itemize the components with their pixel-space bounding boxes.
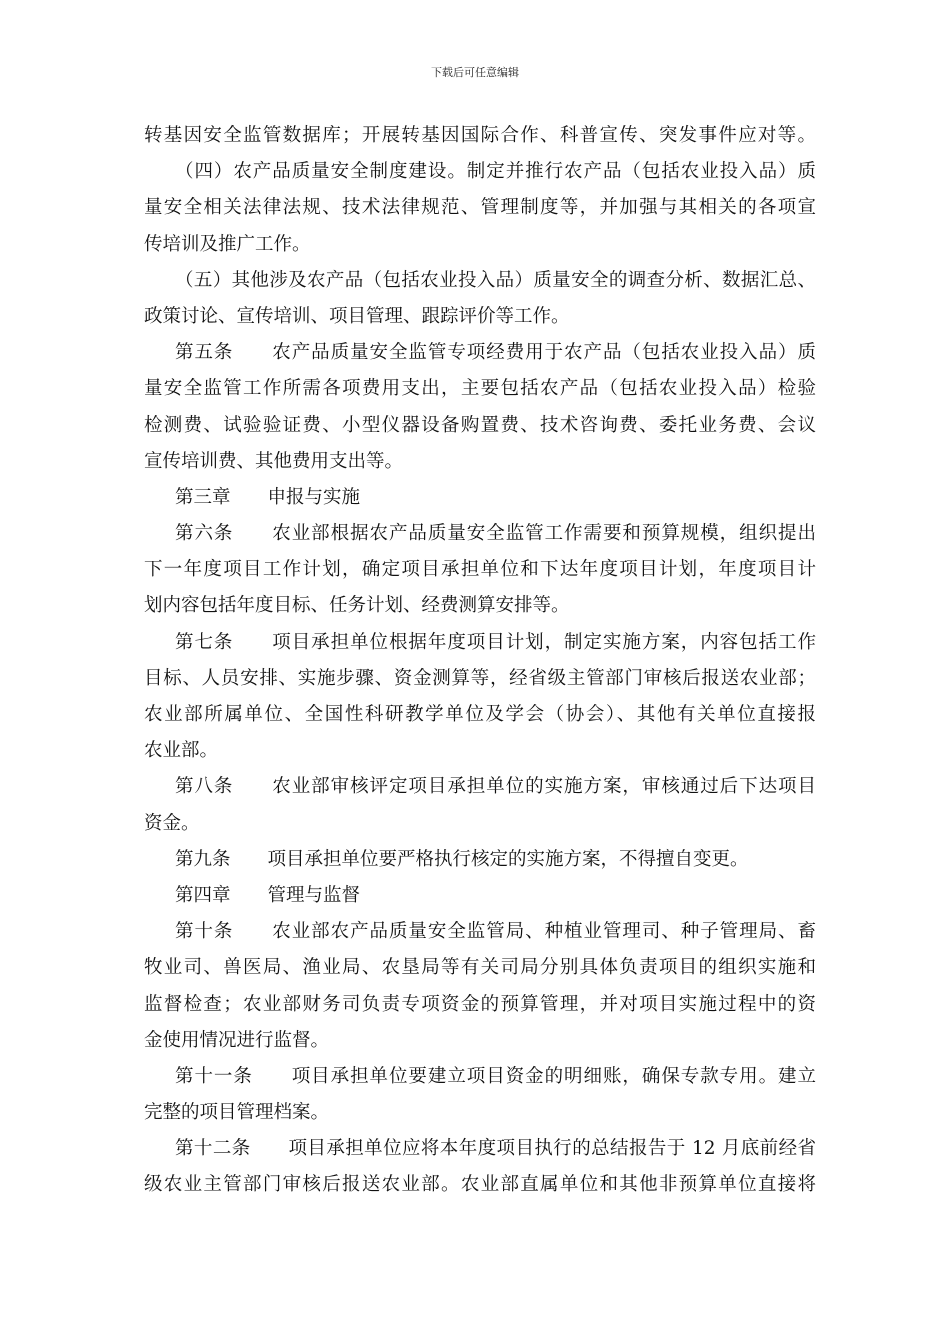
text-line: （四）农产品质量安全制度建设。制定并推行农产品（包括农业投入品）质: [175, 161, 816, 183]
text-line: 农业部所属单位、全国性科研教学单位及学会（协会）、其他有关单位直接报: [144, 704, 816, 725]
text-line: 检测费、试验验证费、小型仪器设备购置费、技术咨询费、委托业务费、会议: [144, 414, 816, 436]
text-line: 划内容包括年度目标、任务计划、经费测算安排等。: [144, 595, 570, 617]
text-line: 资金。: [144, 812, 200, 834]
text-line: 第十二条 项目承担单位应将本年度项目执行的总结报告于 12 月底前经省: [175, 1138, 816, 1160]
text-line: 金使用情况进行监督。: [144, 1029, 330, 1051]
text-line: 第十条 农业部农产品质量安全监管局、种植业管理司、种子管理局、畜: [175, 921, 816, 943]
text-line: 第九条 项目承担单位要严格执行核定的实施方案，不得擅自变更。: [175, 848, 749, 870]
text-line: 目标、人员安排、实施步骤、资金测算等，经省级主管部门审核后报送农业部；: [144, 667, 816, 689]
text-line: 第八条 农业部审核评定项目承担单位的实施方案，审核通过后下达项目: [175, 776, 816, 798]
chapter-heading: 第三章 申报与实施: [175, 486, 361, 508]
text-line: 第五条 农产品质量安全监管专项经费用于农产品（包括农业投入品）质: [175, 342, 816, 364]
chapter-heading: 第四章 管理与监督: [175, 884, 361, 906]
text-line: 量安全监管工作所需各项费用支出，主要包括农产品（包括农业投入品）检验: [144, 378, 816, 400]
text-line: 第十一条 项目承担单位要建立项目资金的明细账，确保专款专用。建立: [175, 1065, 816, 1087]
text-line: （五）其他涉及农产品（包括农业投入品）质量安全的调查分析、数据汇总、: [175, 269, 816, 291]
text-line: 第六条 农业部根据农产品质量安全监管工作需要和预算规模，组织提出: [175, 523, 816, 545]
text-line: 级农业主管部门审核后报送农业部。农业部直属单位和其他非预算单位直接将: [144, 1174, 816, 1196]
text-line: 完整的项目管理档案。: [144, 1102, 330, 1124]
page-header: 下载后可任意编辑: [431, 66, 519, 79]
text-line: 转基因安全监管数据库；开展转基因国际合作、科普宣传、突发事件应对等。: [144, 125, 816, 146]
text-line: 牧业司、兽医局、渔业局、农垦局等有关司局分别具体负责项目的组织实施和: [144, 957, 816, 979]
text-line: 农业部。: [144, 740, 219, 762]
text-line: 第七条 项目承担单位根据年度项目计划，制定实施方案，内容包括工作: [175, 631, 816, 653]
text-line: 下一年度项目工作计划，确定项目承担单位和下达年度项目计划，年度项目计: [144, 559, 816, 581]
text-line: 宣传培训费、其他费用支出等。: [144, 450, 404, 472]
text-line: 量安全相关法律法规、技术法律规范、管理制度等，并加强与其相关的各项宣: [144, 197, 816, 219]
text-line: 传培训及推广工作。: [144, 233, 311, 255]
text-line: 政策讨论、宣传培训、项目管理、跟踪评价等工作。: [144, 305, 570, 327]
text-line: 监督检查；农业部财务司负责专项资金的预算管理，并对项目实施过程中的资: [144, 993, 816, 1015]
document-body: [144, 118, 816, 1204]
